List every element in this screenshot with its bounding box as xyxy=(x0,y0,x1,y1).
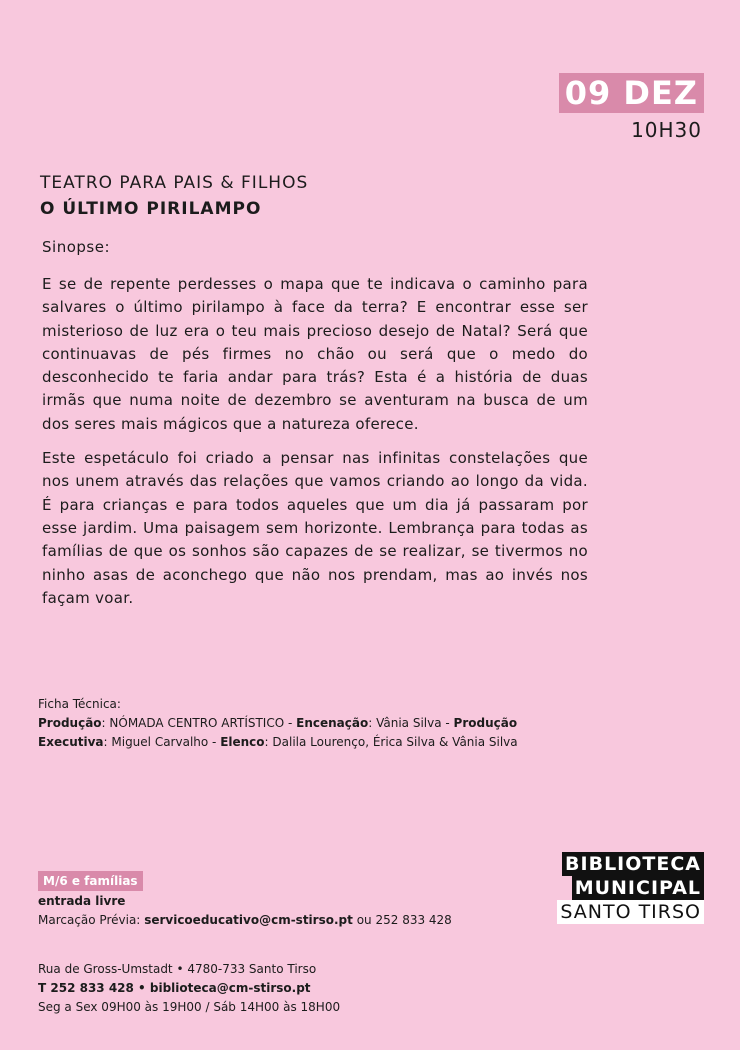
booking-label: Marcação Prévia: xyxy=(38,913,141,927)
exec-production-label-1: Produção xyxy=(453,716,518,730)
synopsis-paragraph-1: E se de repente perdesses o mapa que te indicava o caminho para salvares o último pirilampo à face da terra? E encontrar esse ser misterioso de luz era o teu mais precioso desejo de Natal? Será que continuavas de pés firmes no chão ou será que o medo do desconhecido te faria andar para trás? Esta é a história de duas irmãs que numa noite de dezembro se aventuram na busca de um dos seres mais mágicos que a natureza oferece. xyxy=(42,275,588,433)
cast-value: Dalila Lourenço, Érica Silva & Vânia Silva xyxy=(272,735,518,749)
booking-or: ou xyxy=(356,913,372,927)
entry-info xyxy=(38,892,452,930)
production-label: Produção xyxy=(38,716,102,730)
exec-production-label-2: Executiva xyxy=(38,735,104,749)
library-logo xyxy=(557,852,704,924)
credits-line-1: Produção: NÓMADA CENTRO ARTÍSTICO - Encenação: Vânia Silva - Produção xyxy=(38,716,518,730)
booking-line xyxy=(38,911,452,930)
logo-line-2: MUNICIPAL xyxy=(572,876,704,900)
age-rating-badge: M/6 e famílias xyxy=(38,871,143,891)
event-category: TEATRO PARA PAIS & FILHOS xyxy=(40,173,309,193)
cast-label: Elenco xyxy=(220,735,265,749)
credits-line-2: Executiva: Miguel Carvalho - Elenco: Dalila Lourenço, Érica Silva & Vânia Silva xyxy=(38,735,518,749)
technical-credits xyxy=(38,695,598,752)
booking-phone: 252 833 428 xyxy=(375,913,452,927)
library-address xyxy=(38,960,340,1017)
address-line: Rua de Gross-Umstadt • 4780-733 Santo Tirso xyxy=(38,962,317,976)
free-entry: entrada livre xyxy=(38,894,126,908)
credits-heading: Ficha Técnica: xyxy=(38,697,121,711)
booking-email-link[interactable]: servicoeducativo@cm-stirso.pt xyxy=(144,913,353,927)
synopsis-text xyxy=(42,273,588,621)
contact-line: T 252 833 428 • biblioteca@cm-stirso.pt xyxy=(38,981,311,995)
exec-production-value: Miguel Carvalho xyxy=(111,735,209,749)
logo-line-3: SANTO TIRSO xyxy=(557,900,704,924)
direction-label: Encenação xyxy=(296,716,369,730)
event-title: O ÚLTIMO PIRILAMPO xyxy=(40,199,262,219)
event-time: 10H30 xyxy=(631,118,702,142)
synopsis-paragraph-2: Este espetáculo foi criado a pensar nas infinitas constelações que nos unem através das relações que vamos criando ao longo da vida. É para crianças e para todos aqueles que um dia já passaram por esse jardim. Uma paisagem sem horizonte. Lembrança para todas as famílias de que os sonhos são capazes de se realizar, se tivermos no ninho asas de aconchego que não nos prendam, mas ao invés nos façam voar. xyxy=(42,449,588,607)
opening-hours: Seg a Sex 09H00 às 19H00 / Sáb 14H00 às 18H00 xyxy=(38,1000,341,1014)
production-value: NÓMADA CENTRO ARTÍSTICO xyxy=(109,716,285,730)
event-date-badge: 09 DEZ xyxy=(559,73,704,113)
logo-line-1: BIBLIOTECA xyxy=(562,852,704,876)
synopsis-label: Sinopse: xyxy=(42,238,110,256)
direction-value: Vânia Silva xyxy=(376,716,442,730)
